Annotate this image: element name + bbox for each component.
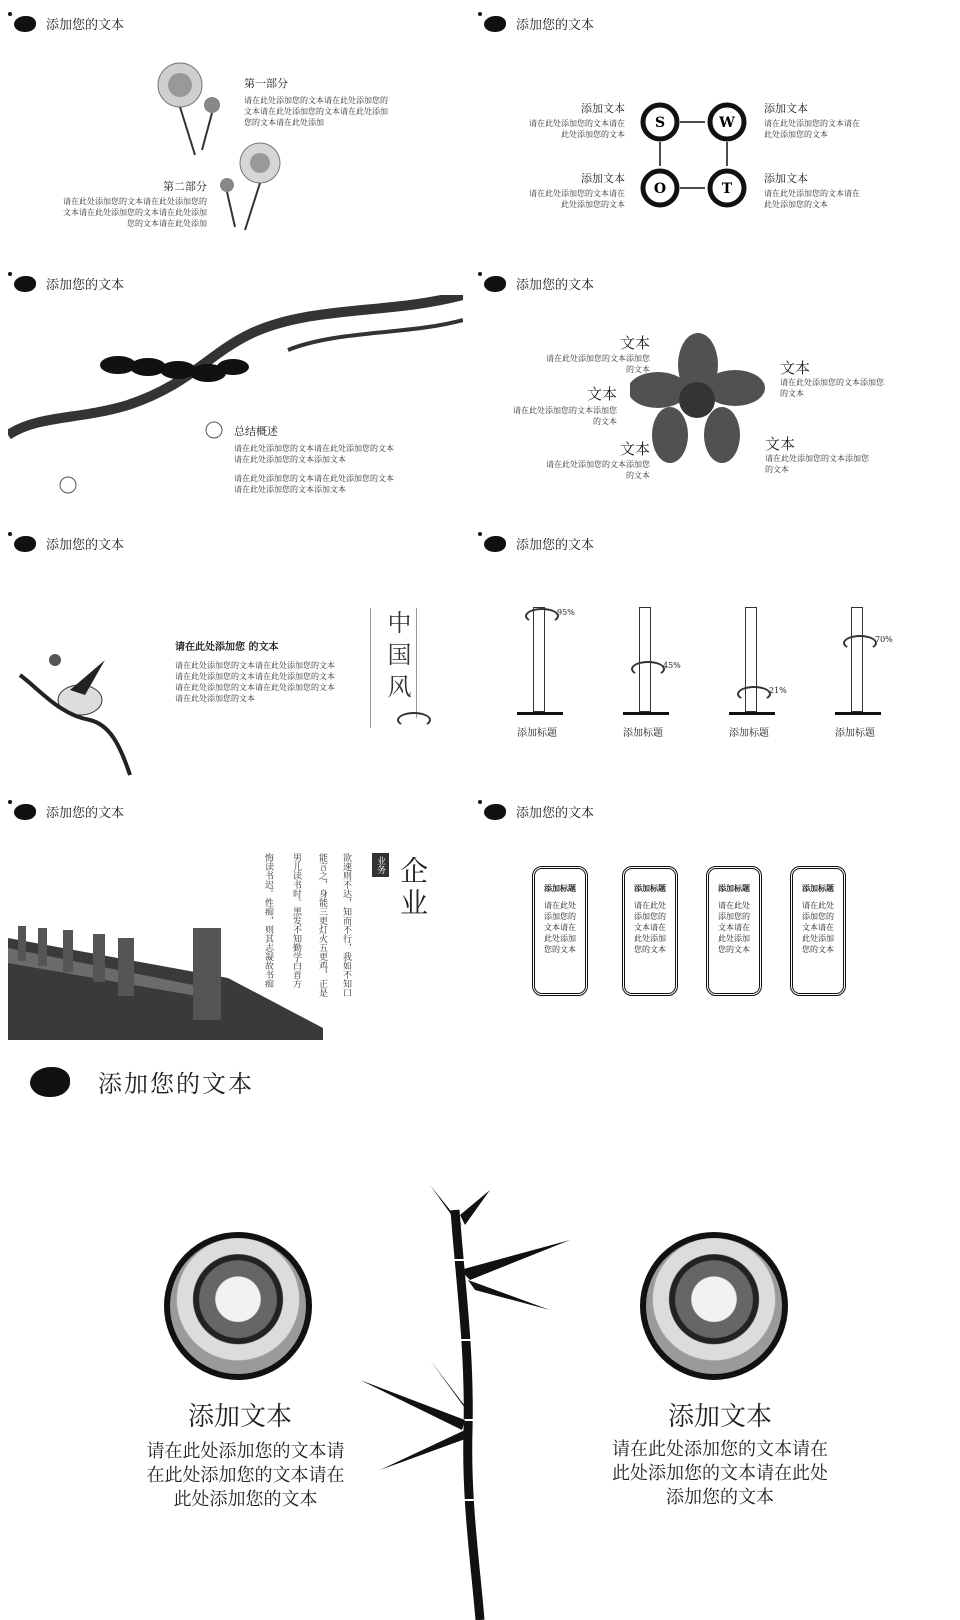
content-title: 请在此处添加您 的文本 xyxy=(175,642,279,653)
frame-body: 请在此处添加您的文本请在此处添加您的文本 xyxy=(802,901,834,954)
frame-title: 添加标题 xyxy=(544,883,576,893)
ink-blot-icon xyxy=(14,16,36,32)
swot-br-title: 添加文本 xyxy=(764,172,808,185)
bar-label: 添加标题 xyxy=(729,728,769,739)
ink-blot-icon xyxy=(484,276,506,292)
ink-blot-icon xyxy=(14,276,36,292)
slide-header xyxy=(484,274,594,293)
slide-header xyxy=(14,802,124,821)
slide-5 xyxy=(0,520,470,780)
slide-header xyxy=(14,14,124,33)
tea-cup-photo-left xyxy=(164,1232,312,1380)
slide-8 xyxy=(470,788,960,1043)
progress-marker-cloud-icon xyxy=(525,608,559,624)
part2-body: 请在此处添加您的文本请在此处添加您的文本请在此处添加您的文本请在此处添加您的文本请在此处添加 xyxy=(63,197,207,228)
content-body: 请在此处添加您的文本请在此处添加您的文本请在此处添加您的文本请在此处添加您的文本请在此处添加您的文本请在此处添加您的文本请在此处添加您的文本 xyxy=(175,661,335,703)
slide-9 xyxy=(0,1050,960,1620)
swot-br-body: 请在此处添加您的文本请在此处添加您的文本 xyxy=(764,189,860,209)
part1-title: 第一部分 xyxy=(244,77,288,90)
tea-cup-photo-right xyxy=(640,1232,788,1380)
progress-value-label: 21% xyxy=(769,685,787,695)
bar-label: 添加标题 xyxy=(623,728,663,739)
left-title: 添加文本 xyxy=(187,1402,292,1432)
swot-bl-title: 添加文本 xyxy=(581,172,625,185)
ornate-frame-card xyxy=(706,866,762,996)
header-title: 添加您的文本 xyxy=(46,278,125,293)
pole-base xyxy=(729,712,775,715)
item-2-title: 文本 xyxy=(586,385,617,403)
auspicious-cloud-icon xyxy=(397,712,431,728)
frame-body: 请在此处添加您的文本请在此处添加您的文本 xyxy=(544,901,576,954)
slide-header xyxy=(30,1064,254,1099)
plum-blossom-icon xyxy=(58,475,78,495)
slide-6 xyxy=(470,520,960,780)
divider-line xyxy=(370,608,371,728)
ink-blot-icon xyxy=(14,536,36,552)
slide-4 xyxy=(470,260,960,510)
header-title: 添加您的文本 xyxy=(516,278,595,293)
swot-letter-t: T xyxy=(721,181,733,197)
slide-7 xyxy=(0,788,470,1043)
item-5-body: 请在此处添加您的文本添加您的文本 xyxy=(765,454,869,474)
vertical-text-col-4: 悔读书迟。性痴，则其志凝故书痴 xyxy=(263,853,273,988)
item-1-body: 请在此处添加您的文本添加您的文本 xyxy=(546,354,650,374)
divider-line xyxy=(416,608,417,718)
right-body: 请在此处添加您的文本请在此处添加您的文本请在此处添加您的文本 xyxy=(612,1439,828,1508)
ornate-frame-card xyxy=(790,866,846,996)
right-title: 添加文本 xyxy=(667,1402,772,1432)
frame-title: 添加标题 xyxy=(718,883,750,893)
progress-marker-cloud-icon xyxy=(737,686,771,702)
bamboo-illustration xyxy=(350,1180,590,1620)
swot-tr-body: 请在此处添加您的文本请在此处添加您的文本 xyxy=(764,119,860,139)
progress-pole xyxy=(851,607,863,712)
summary-body-1: 请在此处添加您的文本请在此处添加您的文本请在此处添加您的文本添加文本 xyxy=(234,444,394,464)
header-title: 添加您的文本 xyxy=(516,538,595,553)
business-tag: 业务 xyxy=(372,853,389,877)
ink-flower-illustration xyxy=(630,330,765,470)
ornate-frame-card xyxy=(532,866,588,996)
swot-letter-w: W xyxy=(719,115,735,131)
progress-value-label: 45% xyxy=(663,660,681,670)
ink-blot-icon xyxy=(484,16,506,32)
ink-blot-icon xyxy=(484,804,506,820)
item-3-title: 文本 xyxy=(619,440,650,458)
item-4-body: 请在此处添加您的文本添加您的文本 xyxy=(780,378,884,398)
frame-body: 请在此处添加您的文本请在此处添加您的文本 xyxy=(634,901,666,954)
swot-tl-body: 请在此处添加您的文本请在此处添加您的文本 xyxy=(529,119,625,139)
header-title: 添加您的文本 xyxy=(46,538,125,553)
slide-2 xyxy=(470,0,960,250)
item-4-title: 文本 xyxy=(780,359,811,377)
vertical-text-col-3: 男儿读书时。黑发不知勤学白首方 xyxy=(291,853,301,988)
item-1-title: 文本 xyxy=(619,334,650,352)
slide-header xyxy=(14,274,124,293)
ornate-frame-card xyxy=(622,866,678,996)
left-body: 请在此处添加您的文本请在此处添加您的文本请在此处添加您的文本 xyxy=(146,1441,345,1510)
swot-tl-title: 添加文本 xyxy=(581,102,625,115)
progress-pole xyxy=(639,607,651,712)
header-title: 添加您的文本 xyxy=(516,18,595,33)
vertical-title: 中国风 xyxy=(383,610,411,706)
enterprise-title: 企业 xyxy=(396,856,429,920)
slide-header xyxy=(484,14,594,33)
ink-blot-icon xyxy=(14,804,36,820)
slide-header xyxy=(484,534,594,553)
summary-body-2: 请在此处添加您的文本请在此处添加您的文本请在此处添加您的文本添加文本 xyxy=(234,474,394,494)
frame-body: 请在此处添加您的文本请在此处添加您的文本 xyxy=(718,901,750,954)
frame-title: 添加标题 xyxy=(634,883,666,893)
header-title: 添加您的文本 xyxy=(98,1070,254,1098)
slide-header xyxy=(484,802,594,821)
ink-blot-icon xyxy=(484,536,506,552)
frame-title: 添加标题 xyxy=(802,883,834,893)
swot-diagram xyxy=(635,100,755,210)
slide-1 xyxy=(0,0,470,250)
summary-title: 总结概述 xyxy=(234,425,278,438)
stone-railing-photo xyxy=(8,918,323,1040)
progress-value-label: 95% xyxy=(557,608,575,618)
pole-base xyxy=(623,712,669,715)
peony-flower-illustration-2 xyxy=(215,135,295,235)
pole-base xyxy=(517,712,563,715)
item-3-body: 请在此处添加您的文本添加您的文本 xyxy=(546,460,650,480)
progress-marker-cloud-icon xyxy=(843,635,877,651)
swot-tr-title: 添加文本 xyxy=(764,102,808,115)
swot-letter-s: S xyxy=(654,115,666,131)
vertical-text-col-2: 能言之，身能三更灯火五更鸡，正是 xyxy=(317,853,327,997)
header-title: 添加您的文本 xyxy=(516,806,595,821)
bird-on-branch-illustration xyxy=(10,645,140,780)
header-title: 添加您的文本 xyxy=(46,18,125,33)
ink-blot-icon xyxy=(30,1067,70,1097)
slide-3 xyxy=(0,260,470,510)
swot-bl-body: 请在此处添加您的文本请在此处添加您的文本 xyxy=(529,189,625,209)
bar-label: 添加标题 xyxy=(835,728,875,739)
swot-letter-o: O xyxy=(653,181,667,197)
part2-title: 第二部分 xyxy=(163,180,207,193)
vertical-text-col-1: 欲速则不达，知而不行，我如不知口 xyxy=(341,853,351,997)
part1-body: 请在此处添加您的文本请在此处添加您的文本请在此处添加您的文本请在此处添加您的文本请在此处添加 xyxy=(244,96,388,127)
item-2-body: 请在此处添加您的文本添加您的文本 xyxy=(513,406,617,426)
plum-blossom-icon xyxy=(204,420,224,440)
pole-base xyxy=(835,712,881,715)
bar-label: 添加标题 xyxy=(517,728,557,739)
slide-header xyxy=(14,534,124,553)
header-title: 添加您的文本 xyxy=(46,806,125,821)
progress-marker-cloud-icon xyxy=(631,661,665,677)
item-5-title: 文本 xyxy=(765,435,796,453)
progress-value-label: 70% xyxy=(875,634,893,644)
